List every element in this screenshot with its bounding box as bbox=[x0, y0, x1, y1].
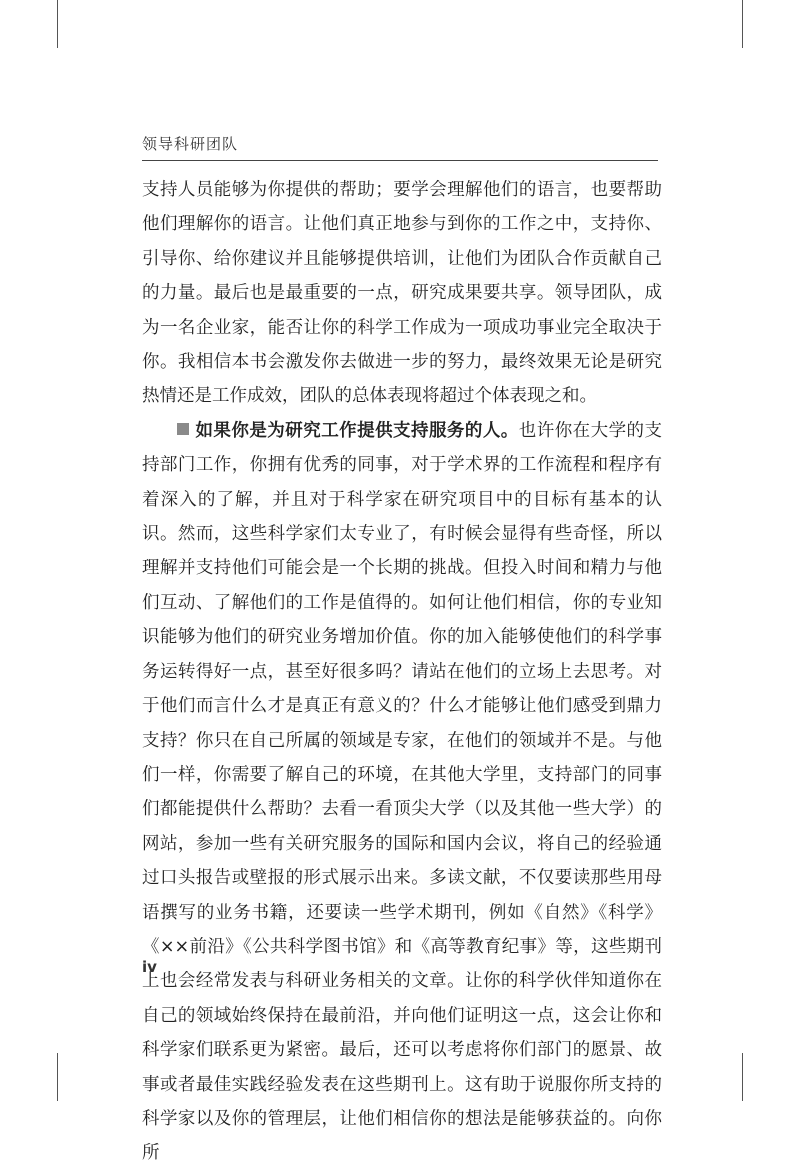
paragraph-1: 支持人员能够为你提供的帮助；要学会理解他们的语言，也要帮助他们理解你的语言。让他们真正地参与到你的工作之中，支持你、引导你、给你建议并且能够提供培训，让他们为团队合作贡献自己的力量。最后也是最重要的一点，研究成果要共享。领导团队，成为一名企业家，能否让你的科学工作成为一项成功事业完全取决于你。我相信本书会激发你去做进一步的努力，最终效果无论是研究热情还是工作成效，团队的总体表现将超过个体表现之和。 bbox=[142, 180, 662, 407]
header-rule bbox=[142, 160, 658, 161]
square-bullet-icon bbox=[177, 423, 189, 435]
paragraph-2-lead: 如果你是为研究工作提供支持服务的人。 bbox=[195, 420, 519, 441]
page-number: iv bbox=[142, 958, 157, 976]
page-body bbox=[142, 173, 662, 1171]
paragraph-2-text: 也许你在大学的支持部门工作，你拥有优秀的同事，对于学术界的工作流程和程序有着深入的了解，并且对于科学家在研究项目中的目标有基本的认识。然而，这些科学家们太专业了，有时候会显得有些奇怪，所以理解并支持他们可能会是一个长期的挑战。但投入时间和精力与他们互动、了解他们的工作是值得的。如何让他们相信，你的专业知识能够为他们的研究业务增加价值。你的加入能够使他们的科学事务运转得好一点，甚至好很多吗？请站在他们的立场上去思考。对于他们而言什么才是真正有意义的？什么才能够让他们感受到鼎力支持？你只在自己所属的领域是专家，在他们的领域并不是。与他们一样，你需要了解自己的环境，在其他大学里，支持部门的同事们都能提供什么帮助？去看一看顶尖大学（以及其他一些大学）的网站，参加一些有关研究服务的国际和国内会议，将自己的经验通过口头报告或壁报的形式展示出来。多读文献，不仅要读那些用母语撰写的业务书籍，还要读一些学术期刊，例如《自然》《科学》《××前沿》《公共科学图书馆》和《高等教育纪事》等，这些期刊上也会经常发表与科研业务相关的文章。让你的科学伙伴知道你在自己的领域始终保持在最前沿，并向他们证明这一点，这会让你和科学家们联系更为紧密。最后，还可以考虑将你们部门的愿景、故事或者最佳实践经验发表在这些期刊上。这有助于说服你所支持的科学家以及你的管理层，让他们相信你的想法是能够获益的。向你所 bbox=[142, 420, 663, 1164]
running-head-title: 领导科研团队 bbox=[142, 135, 239, 153]
crop-mark-top-left bbox=[57, 0, 58, 48]
crop-mark-bottom-left bbox=[57, 1053, 58, 1101]
paragraph-2 bbox=[142, 414, 662, 1171]
crop-mark-top-right bbox=[742, 0, 743, 48]
crop-mark-bottom-right bbox=[742, 1053, 743, 1101]
